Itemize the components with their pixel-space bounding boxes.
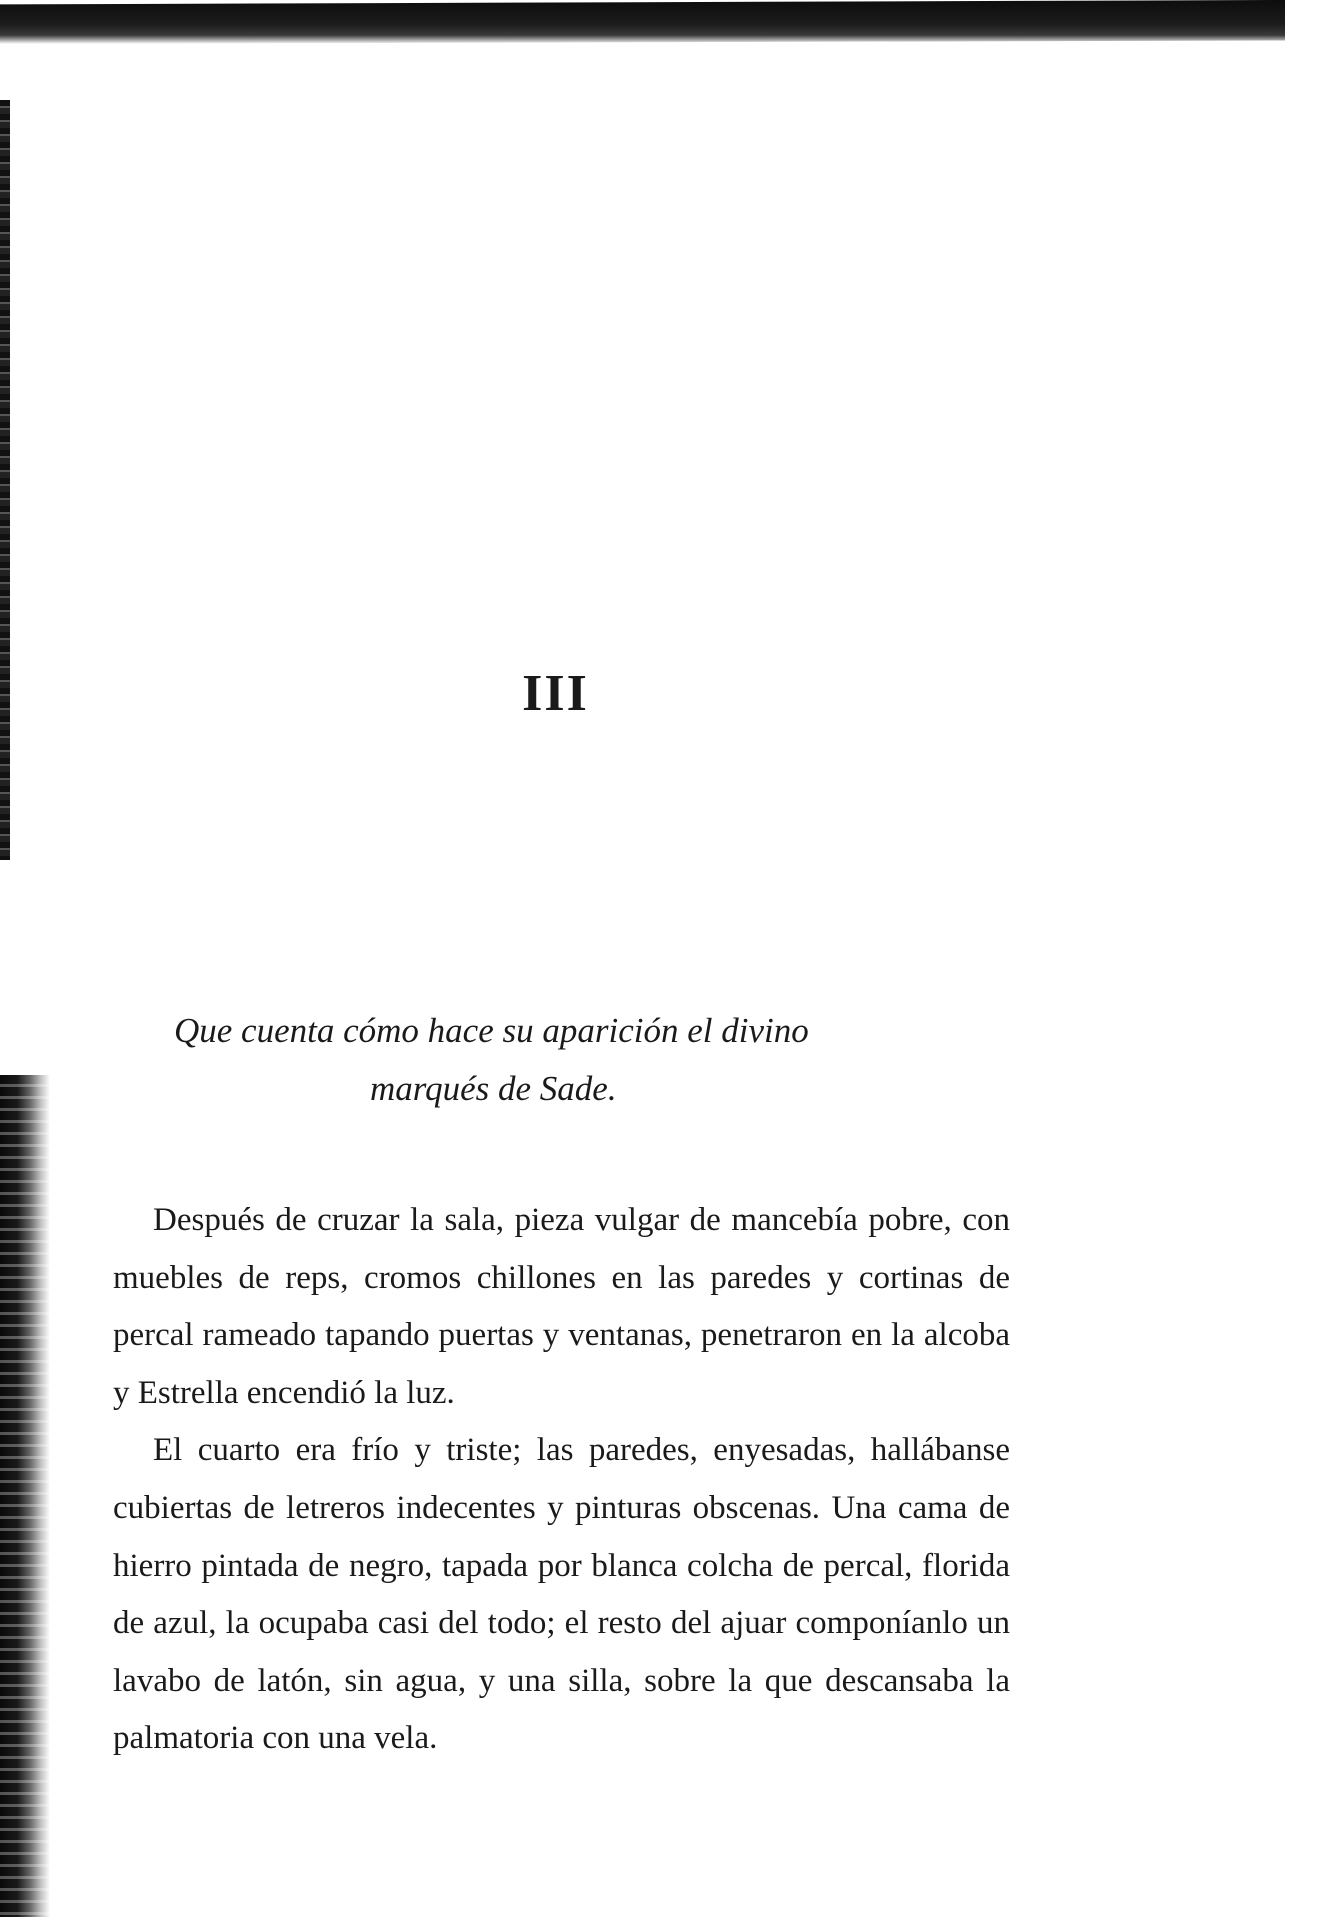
- scan-top-edge: [0, 0, 1285, 44]
- chapter-summary: [160, 1002, 980, 1118]
- scan-binding-shadow-lower: [0, 1075, 50, 1917]
- paragraph-2: El cuarto era frío y triste; las paredes, enyesadas, hallábanse cubiertas de letreros indecentes y pinturas obscenas. Una cama de hierro pintada de negro, tapada por blanca colcha de percal, florida de azul, la ocupaba casi del todo; el resto del ajuar componíanlo un lavabo de latón, sin agua, y una silla, sobre la que descansaba la palmatoria con una vela.: [113, 1432, 1010, 1757]
- chapter-summary-line-1: Que cuenta cómo hace su aparición el divino: [174, 1011, 809, 1050]
- paragraph-1: Después de cruzar la sala, pieza vulgar de mancebía pobre, con muebles de reps, cromos chillones en las paredes y cortinas de percal rameado tapando puertas y ventanas, penetraron en la alcoba y Estrella encendió la luz.: [113, 1202, 1010, 1411]
- chapter-body: [113, 1192, 1010, 1768]
- chapter-number: III: [522, 665, 589, 722]
- chapter-summary-line-2: marqués de Sade.: [370, 1069, 617, 1108]
- scan-binding-shadow-upper: [0, 100, 10, 860]
